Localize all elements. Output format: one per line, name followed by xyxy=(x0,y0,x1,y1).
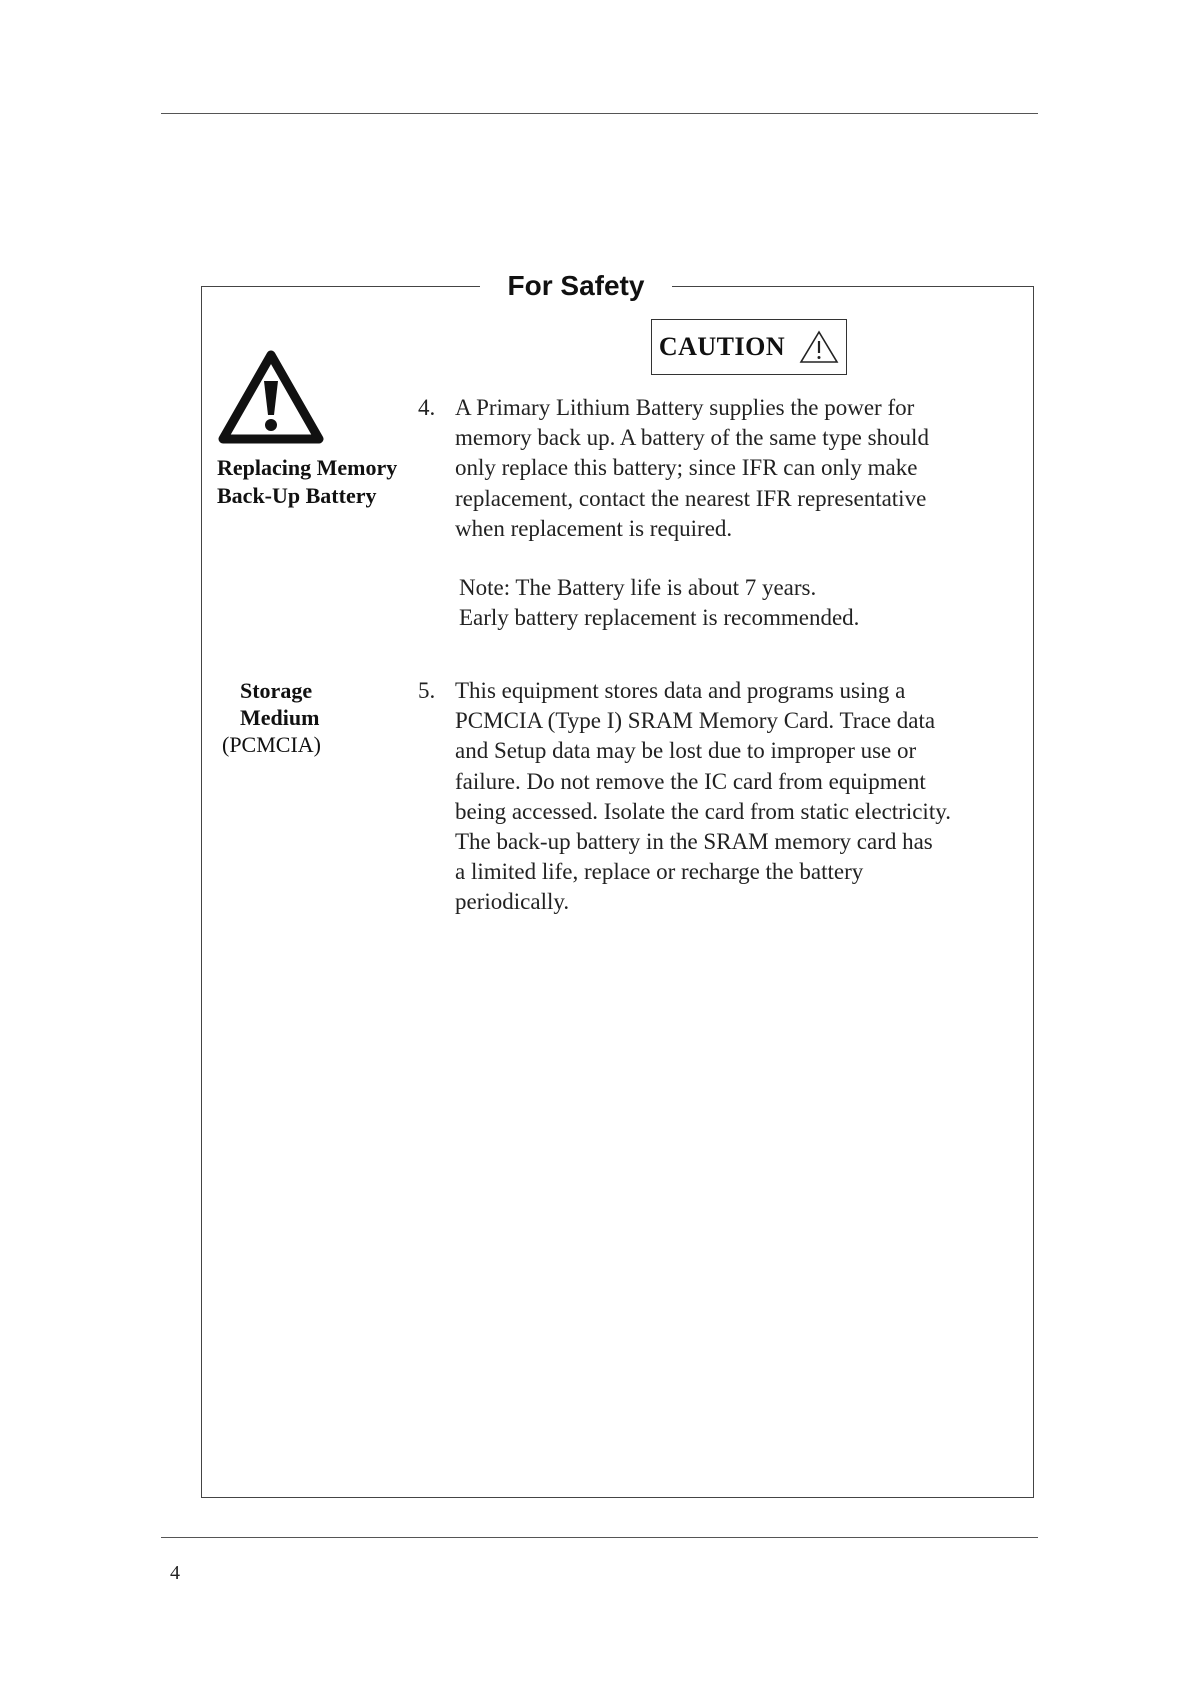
paragraph-line: a limited life, replace or recharge the battery xyxy=(455,859,864,885)
paragraph-line: being accessed. Isolate the card from static electricity. xyxy=(455,798,951,824)
paragraph-line: only replace this battery; since IFR can only make xyxy=(455,455,918,481)
item-number: 4. xyxy=(418,395,436,420)
warning-triangle-icon xyxy=(217,349,325,445)
paragraph-line: PCMCIA (Type I) SRAM Memory Card. Trace data xyxy=(455,708,936,734)
header-rule xyxy=(161,113,1038,114)
caution-label: CAUTION xyxy=(658,332,786,361)
paragraph-line: A Primary Lithium Battery supplies the power for xyxy=(455,395,915,420)
footer-rule xyxy=(161,1537,1038,1538)
paragraph-line: failure. Do not remove the IC card from equipment xyxy=(455,768,926,794)
paragraph-line: replacement, contact the nearest IFR representative xyxy=(455,485,927,511)
item-paragraph xyxy=(455,393,1015,544)
section-title: For Safety xyxy=(480,268,672,304)
side-label-backup-battery: Back-Up Battery xyxy=(217,483,377,508)
note-line: Note: The Battery life is about 7 years. xyxy=(459,575,817,600)
item-paragraph xyxy=(455,676,1015,918)
note-line: Early battery replacement is recommended. xyxy=(459,605,860,631)
caution-box xyxy=(651,319,847,375)
battery-note xyxy=(459,573,859,633)
paragraph-line: periodically. xyxy=(455,889,570,915)
paragraph-line: when replacement is required. xyxy=(455,515,733,541)
side-label-pcmcia: (PCMCIA) xyxy=(222,732,322,757)
side-label-replacing-memory: Replacing Memory xyxy=(217,455,398,480)
paragraph-line: and Setup data may be lost due to improper use or xyxy=(455,738,917,764)
warning-triangle-icon xyxy=(799,330,839,364)
item-number: 5. xyxy=(418,678,436,703)
page-number: 4 xyxy=(170,1562,180,1584)
paragraph-line: This equipment stores data and programs using a xyxy=(455,678,906,703)
side-label-medium: Medium xyxy=(240,705,320,730)
side-label-storage: Storage xyxy=(240,678,313,703)
paragraph-line: memory back up. A battery of the same type should xyxy=(455,425,929,451)
paragraph-line: The back-up battery in the SRAM memory card has xyxy=(455,829,933,855)
